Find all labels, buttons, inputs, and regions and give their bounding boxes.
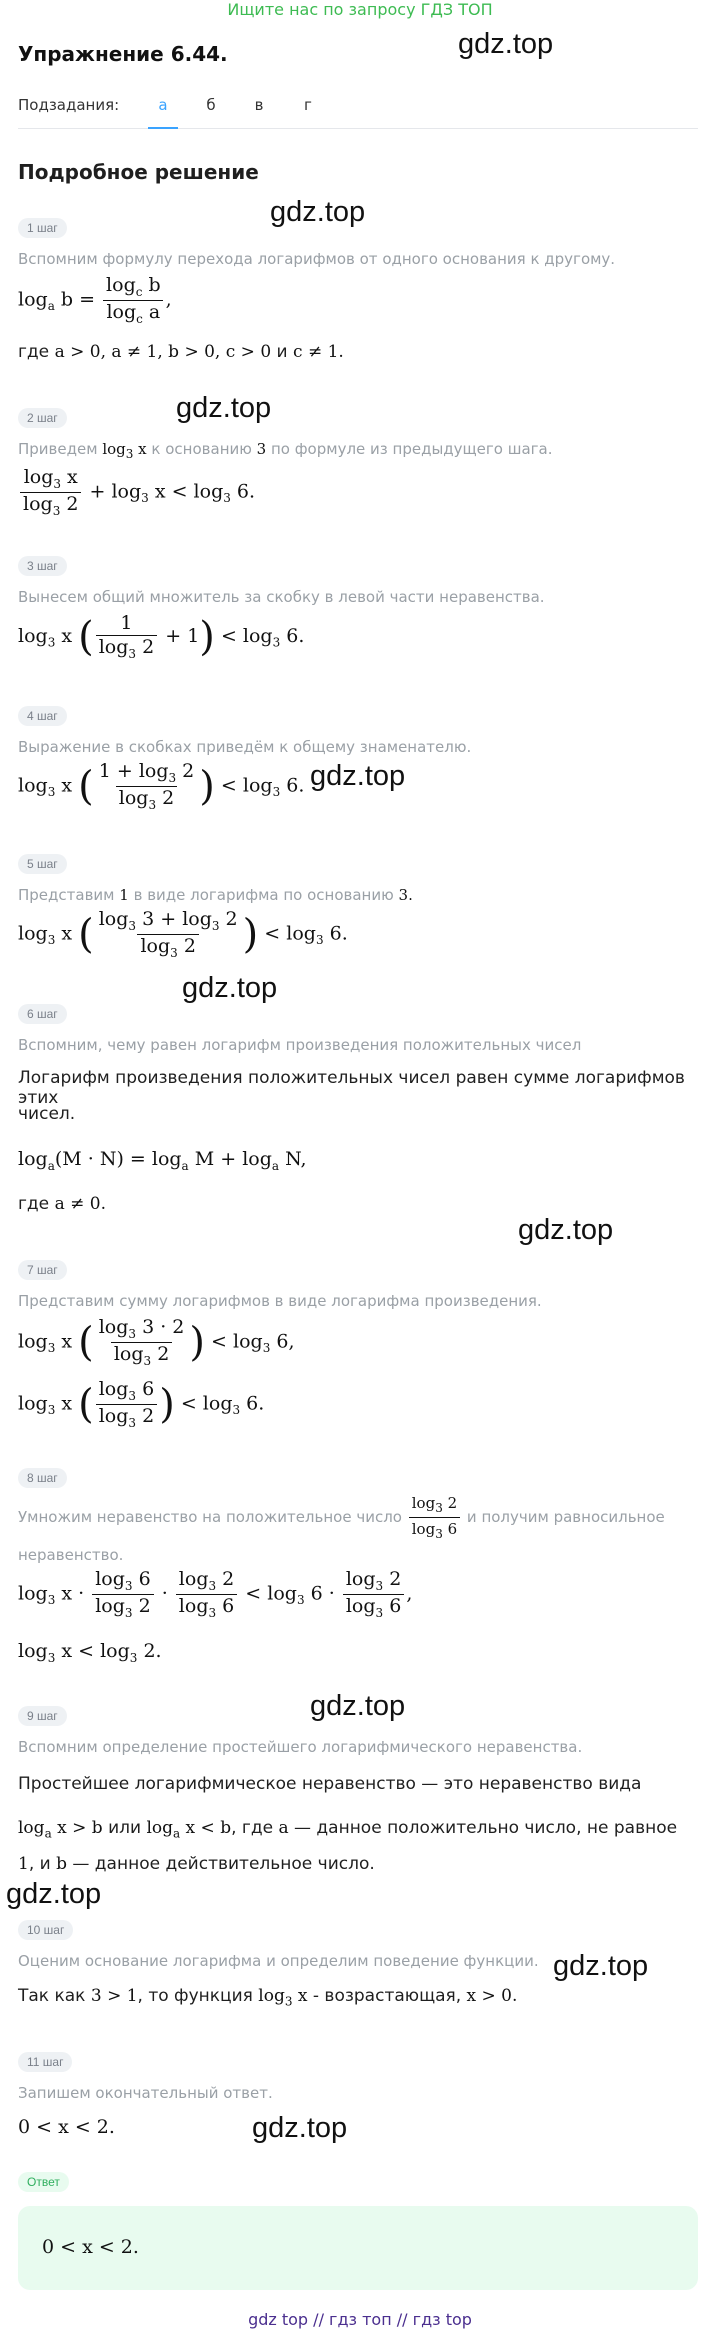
step-condition: где a > 0, a ≠ 1, b > 0, c > 0 и c ≠ 1. — [18, 342, 344, 362]
step-text: Логарифм произведения положительных чисел равен сумме логарифмов этих — [18, 1068, 685, 1108]
step-formula: $\log_3 x$ · $\frac{\log_3 6}{\log_3 2}$ · $\frac{\log_3 2}{\log_3 6}$ < $\log_3 6$ · $\frac{\log_3 2}{\log_3 6}$ , — [18, 1568, 413, 1620]
tab-v[interactable]: в — [254, 96, 264, 114]
step-text: чисел. — [18, 1104, 76, 1124]
footer-link[interactable]: гдз top — [412, 2310, 472, 2329]
step-text: $\log_a x > b$ или $\log_a x < b$, где a — данное положительно число, не равное — [18, 1818, 678, 1841]
step-badge: 7 шаг — [18, 1260, 67, 1280]
step-formula: $\log_3 x$ ( $\frac{\log_3 6}{\log_3 2}$ ) < $\log_3 6$. — [18, 1378, 265, 1430]
watermark: gdz.top — [553, 1950, 649, 1982]
answer-formula: 0 < x < 2. — [42, 2236, 139, 2258]
step-note: Приведем $\log_3 x$ к основанию 3 по формуле из предыдущего шага. — [18, 440, 553, 461]
watermark: gdz.top — [518, 1214, 614, 1246]
step-note: Запишем окончательный ответ. — [18, 2084, 273, 2102]
step-badge: 6 шаг — [18, 1004, 67, 1024]
step-note: Вспомним формулу перехода логарифмов от одного основания к другому. — [18, 250, 616, 268]
step-formula: $\frac{\log_3 x}{\log_3 2}$ + $\log_3 x < \log_3 6$. — [18, 468, 255, 517]
search-banner: Ищите нас по запросу ГДЗ ТОП — [227, 0, 493, 19]
step-note: Представим сумму логарифмов в виде логарифма произведения. — [18, 1292, 542, 1310]
step-text: Так как 3 > 1, то функция $\log_3 x$ - возрастающая, x > 0. — [18, 1986, 518, 2009]
footer-link[interactable]: гдз топ — [329, 2310, 392, 2329]
step-formula: $\log_3 x$ ( $\frac{1 + \log_3 2}{\log_3 2}$ ) < $\log_3 6$. — [18, 760, 305, 812]
step-text: Простейшее логарифмическое неравенство — это неравенство вида — [18, 1774, 642, 1794]
step-badge: 3 шаг — [18, 556, 67, 576]
footer-links — [0, 2310, 720, 2329]
step-formula: $\log_3 x$ ( $\frac{1}{\log_3 2}$ + $1) < \log_3 6$. — [18, 612, 305, 661]
step-note: Представим 1 в виде логарифма по основанию 3. — [18, 886, 413, 904]
watermark: gdz.top — [6, 1878, 102, 1910]
step-badge: 9 шаг — [18, 1706, 67, 1726]
watermark: gdz.top — [176, 392, 272, 424]
step-badge: 4 шаг — [18, 706, 67, 726]
step-badge: 5 шаг — [18, 854, 67, 874]
watermark: gdz.top — [458, 28, 554, 60]
step-formula: $\log_a b$ = $\frac{\log_c b}{\log_c a}$ , — [18, 274, 172, 326]
step-badge: 2 шаг — [18, 408, 67, 428]
exercise-title: Упражнение 6.44. — [18, 42, 228, 66]
step-badge: 1 шаг — [18, 218, 67, 238]
step-formula: 0 < x < 2. — [18, 2116, 115, 2138]
solution-heading: Подробное решение — [18, 160, 259, 184]
step-note: Вспомним, чему равен логарифм произведения положительных чисел — [18, 1036, 582, 1054]
watermark: gdz.top — [310, 760, 406, 792]
watermark: gdz.top — [270, 196, 366, 228]
step-formula: $\log_a(M \cdot N) = \log_a M + \log_a N$, — [18, 1148, 307, 1173]
tab-g[interactable]: г — [304, 96, 312, 114]
step-condition: где a ≠ 0. — [18, 1194, 106, 1214]
watermark: gdz.top — [182, 972, 278, 1004]
step-note: Выражение в скобках приведём к общему знаменателю. — [18, 738, 472, 756]
step-note: неравенство. — [18, 1546, 124, 1564]
watermark: gdz.top — [310, 1690, 406, 1722]
step-note: Умножим неравенство на положительное число $\frac{\log_3 2}{\log_3 6}$ и получим равносильное — [18, 1494, 665, 1541]
tab-a[interactable]: а — [148, 96, 178, 114]
answer-box — [18, 2206, 698, 2290]
step-badge: 11 шаг — [18, 2052, 72, 2072]
step-note: Вынесем общий множитель за скобку в левой части неравенства. — [18, 588, 545, 606]
footer-separator: // — [313, 2310, 324, 2329]
subtasks-label: Подзадания: — [18, 96, 120, 114]
step-badge: 8 шаг — [18, 1468, 67, 1488]
footer-separator: // — [396, 2310, 408, 2329]
step-badge: 10 шаг — [18, 1920, 73, 1940]
step-note: Вспомним определение простейшего логарифмического неравенства. — [18, 1738, 583, 1756]
step-formula: $\log_3 x < \log_3 2$. — [18, 1640, 162, 1665]
tab-b[interactable]: б — [206, 96, 216, 114]
step-note: Оценим основание логарифма и определим поведение функции. — [18, 1952, 539, 1970]
watermark: gdz.top — [252, 2112, 348, 2144]
footer-link[interactable]: gdz top — [248, 2310, 309, 2329]
subtasks-bar — [18, 94, 698, 129]
step-formula: $\log_3 x$ ( $\frac{\log_3 3 \cdot 2}{\log_3 2}$ ) < $\log_3 6$, — [18, 1316, 295, 1368]
step-text: 1, и b — данное действительное число. — [18, 1854, 375, 1874]
step-formula: $\log_3 x$ ( $\frac{\log_3 3 + \log_3 2}{\log_3 2}$ ) < $\log_3 6$. — [18, 908, 348, 960]
answer-badge: Ответ — [18, 2172, 69, 2192]
